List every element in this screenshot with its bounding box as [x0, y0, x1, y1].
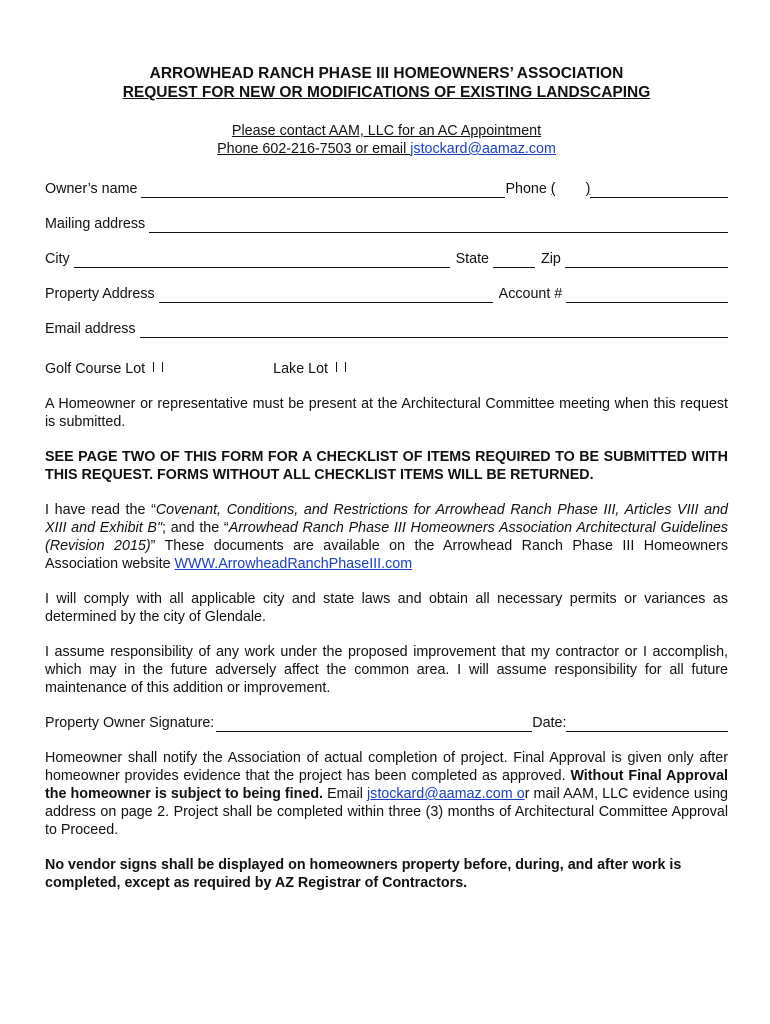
contact-email-link[interactable]: jstockard@aamaz.com — [410, 141, 556, 157]
property-address-field[interactable] — [159, 288, 493, 303]
email-address-label: Email address — [45, 321, 136, 337]
property-address-row — [45, 285, 728, 303]
contact-line-1: Please contact AAM, LLC for an AC Appointment — [231, 123, 542, 139]
vendor-signs-notice: No vendor signs shall be displayed on homeowners property before, during, and after work is completed, except as required by AZ Registrar of Contractors. — [45, 857, 682, 891]
owners-name-row — [45, 180, 728, 198]
owners-name-field[interactable] — [141, 183, 505, 198]
form-page — [45, 64, 728, 892]
phone-label: Phone — [505, 181, 547, 197]
city-label: City — [45, 251, 70, 267]
presence-paragraph: A Homeowner or representative must be present at the Architectural Committee meeting when this request is submitted. — [45, 396, 728, 430]
account-field[interactable] — [566, 288, 728, 303]
read-suffix: ” These documents are available on the Arrowhead Ranch Phase III Homeowners Association website — [45, 538, 728, 572]
state-field[interactable] — [493, 253, 535, 268]
notify-paragraph — [45, 749, 728, 839]
fine-warning: Without Final Approval the homeowner is subject to being fined. — [45, 768, 728, 802]
account-label: Account # — [498, 286, 563, 302]
signature-row — [45, 714, 728, 732]
property-address-label: Property Address — [45, 286, 155, 302]
read-mid: ; and the “ — [162, 520, 229, 536]
read-prefix: I have read the “ — [45, 502, 156, 518]
golf-course-lot-label: Golf Course Lot — [45, 361, 146, 377]
contact-block — [45, 122, 728, 158]
city-row — [45, 250, 728, 268]
lake-lot-checkbox[interactable] — [336, 362, 346, 372]
email-address-field[interactable] — [140, 323, 728, 338]
notify-text-3: r mail AAM, LLC evidence using address on page 2. Project shall be completed within three (3) months of Architectural Committee Approval to Proceed. — [45, 786, 728, 838]
date-label: Date: — [532, 715, 567, 731]
owners-name-label: Owner’s name — [45, 181, 138, 197]
mailing-address-row — [45, 215, 728, 233]
mailing-address-label: Mailing address — [45, 216, 146, 232]
zip-label: Zip — [541, 251, 561, 267]
mailing-address-field[interactable] — [149, 218, 728, 233]
zip-field[interactable] — [565, 253, 728, 268]
notify-text-2: Email — [323, 786, 367, 802]
signature-field[interactable] — [216, 717, 532, 732]
guidelines-document-title: Arrowhead Ranch Phase III Homeowners Association Architectural Guidelines (Revision 2015) — [45, 520, 728, 554]
form-title: ARROWHEAD RANCH PHASE III HOMEOWNERS’ ASSOCIATION — [149, 65, 624, 82]
lot-type-row — [45, 360, 728, 378]
notify-email-link[interactable]: jstockard@aamaz.com o — [367, 786, 525, 802]
ccr-document-title: Covenant, Conditions, and Restrictions for Arrowhead Ranch Phase III, Articles VIII and XIII and Exhibit B" — [45, 502, 728, 536]
state-label: State — [455, 251, 490, 267]
form-subtitle: REQUEST FOR NEW OR MODIFICATIONS OF EXISTING LANDSCAPING — [122, 84, 651, 101]
website-link[interactable]: WWW.ArrowheadRanchPhaseIII.com — [174, 556, 413, 572]
golf-course-lot-checkbox[interactable] — [153, 362, 163, 372]
responsibility-paragraph: I assume responsibility of any work under the proposed improvement that my contractor or I accomplish, which may in the future adversely affect the common area. I will assume responsibility for all future maintenance of this addition or improvement. — [45, 644, 728, 696]
phone-area-code-field[interactable]: ( ) — [550, 181, 591, 197]
notify-text-1: Homeowner shall notify the Association of actual completion of project. Final Approval is given only after homeowner provides evidence that the project has been completed as approved. — [45, 750, 728, 784]
checklist-notice: SEE PAGE TWO OF THIS FORM FOR A CHECKLIST OF ITEMS REQUIRED TO BE SUBMITTED WITH THIS REQUEST. FORMS WITHOUT ALL CHECKLIST ITEMS WILL BE RETURNED. — [45, 449, 728, 483]
signature-label: Property Owner Signature: — [45, 715, 215, 731]
city-field[interactable] — [74, 253, 450, 268]
documents-paragraph — [45, 501, 728, 573]
email-address-row — [45, 320, 728, 338]
contact-line-2 — [45, 140, 728, 158]
phone-field[interactable] — [590, 183, 728, 198]
date-field[interactable] — [566, 717, 728, 732]
lake-lot-label: Lake Lot — [273, 361, 328, 377]
contact-phone-text: Phone 602-216-7503 or email — [217, 141, 411, 157]
comply-paragraph: I will comply with all applicable city and state laws and obtain all necessary permits or variances as determined by the city of Glendale. — [45, 591, 728, 625]
